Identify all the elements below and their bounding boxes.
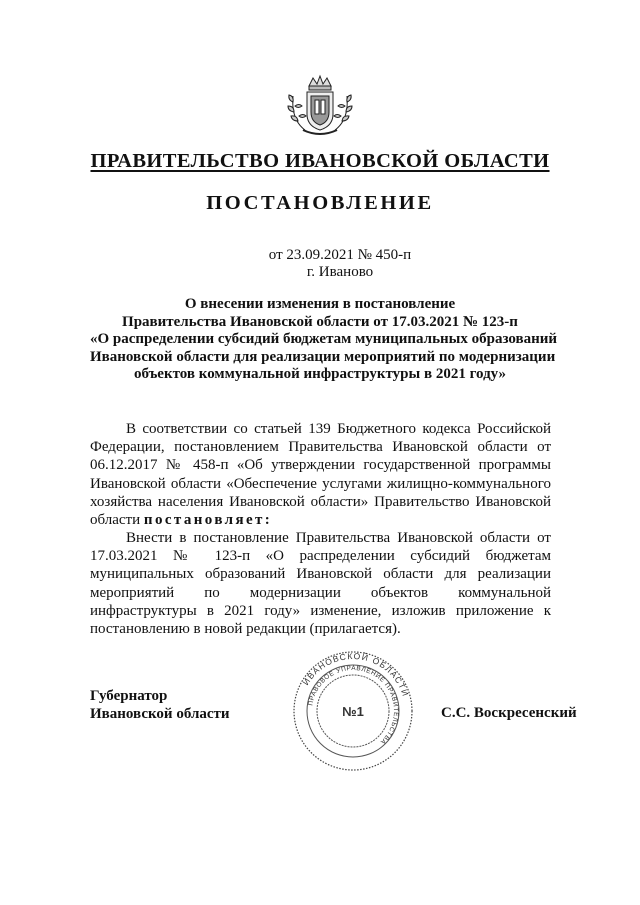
seal-number: №1 [342,704,364,719]
heading-line: Правительства Ивановской области от 17.03.2021 № 123-п [122,313,518,330]
document-heading [90,296,558,384]
heading-line: «О распределении субсидий бюджетам муниципальных образований [90,331,558,347]
signatory-name: С.С. Воскресенский [441,705,577,721]
document-date-number: от 23.09.2021 № 450-п [268,247,412,263]
body-paragraph-resolution: Внести в постановление Правительства Ивановской области от 17.03.2021 № 123-п «О распределении субсидий бюджетам муниципальных образований Ивановской области для реализации мероприятий по модернизации объектов коммунальной инфраструктуры в 2021 году» изменение, изложив приложение к постановлению в новой редакции (прилагается). [90,530,551,638]
seal-outer-text: ИВАНОВСКОЙ ОБЛАСТИ [300,650,411,699]
heading-line: О внесении изменения в постановление [184,296,456,312]
signatory-title-line: Губернатор [90,688,168,704]
heading-line: Ивановской области для реализации мероприятий по модернизации [90,348,556,365]
document-city: г. Иваново [306,264,374,280]
resolution-keyword: постановляет: [143,512,273,529]
signatory-title-line: Ивановской области [90,705,230,722]
official-seal-icon [292,650,414,772]
body-paragraph-preamble [90,420,551,529]
coat-of-arms-icon [285,72,355,138]
preamble-text: В соответствии со статьей 139 Бюджетного кодекса Российской Федерации, постановлением Правительства Ивановской области от 06.12.2017 № 458-п «Об утверждении государственной программы Ивановской области «Обеспечение услугами жилищно-коммунального хозяйства населения Ивановской области» Правительство Ивановской области [90,421,551,529]
seal-inner-text: ПРАВОВОЕ УПРАВЛЕНИЕ ПРАВИТЕЛЬСТВА [307,664,400,746]
signatory-title [90,688,230,723]
organization-title: ПРАВИТЕЛЬСТВО ИВАНОВСКОЙ ОБЛАСТИ [90,150,550,172]
document-type: ПОСТАНОВЛЕНИЕ [206,192,434,214]
heading-line: объектов коммунальной инфраструктуры в 2021 году» [133,366,507,382]
